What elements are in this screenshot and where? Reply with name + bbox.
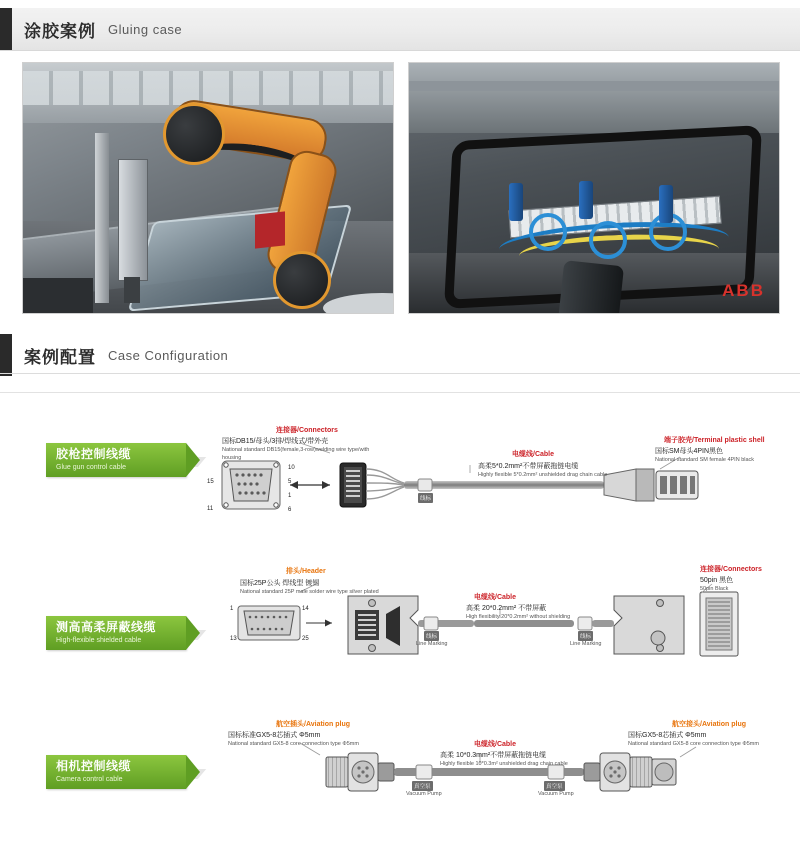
section-title-en-2: Case Configuration	[108, 347, 229, 363]
label-connector-title-2: 连接器/Connectors	[700, 566, 762, 573]
label-cable-spec-2: 高柔 20*0.2mm² 不带屏蔽 High flexibility 20*0.2mm² without shielding	[466, 605, 571, 620]
label-vacuum-pump-1-en: Vacuum Pump	[406, 791, 442, 797]
diagram-row-glue-gun	[0, 413, 800, 543]
header-accent-bar	[0, 8, 12, 50]
diagram-row-shielded-cable	[0, 558, 800, 688]
tag-label-cn: 相机控制线缆	[56, 759, 132, 773]
label-connector-spec-2: 50pin 黑色 50pin Black	[700, 577, 734, 592]
pin-number-6: 6	[288, 507, 292, 513]
label-cable-spec-3: 高柔 10*0.3mm²不带屏蔽拖链电缆 Highly flexible 10*0.3m² unshielded drag chain cable	[440, 752, 568, 767]
label-aviation-title-right: 航空接头/Aviation plug	[672, 721, 747, 728]
section-header-gluing-case	[0, 8, 800, 51]
diagram-row-camera-cable	[0, 713, 800, 833]
shielded-cable-schematic	[0, 558, 800, 698]
pin-number-14b: 14	[302, 606, 309, 612]
label-vacuum-pump-2-cn: 真空泵	[544, 781, 565, 791]
label-vacuum-pump-1-cn: 真空泵	[412, 781, 433, 791]
section-header-case-configuration	[0, 334, 800, 376]
label-cable-title-3: 电缆线/Cable	[474, 741, 517, 748]
label-cable-title: 电缆线/Cable	[512, 451, 555, 458]
case-configuration-diagram	[0, 392, 800, 848]
abb-logo-text: ABB	[722, 281, 765, 300]
section-title-cn-2: 案例配置	[24, 347, 96, 367]
camera-cable-schematic	[0, 713, 800, 833]
pin-number-1: 1	[288, 493, 292, 499]
label-aviation-title-left: 航空插头/Aviation plug	[276, 721, 351, 728]
glue-gun-schematic	[0, 413, 800, 543]
label-cable-title-2: 电缆线/Cable	[474, 594, 517, 601]
pin-number-10: 10	[288, 465, 295, 471]
tag-label-en: High-flexible shielded cable	[56, 637, 142, 644]
pin-number-11: 11	[207, 506, 214, 512]
header-accent-bar-2	[0, 334, 12, 376]
label-wire-marking: 线标	[418, 493, 433, 503]
label-connector-title: 连接器/Connectors	[276, 427, 338, 434]
tag-label-cn: 胶枪控制线缆	[56, 447, 132, 461]
section-title-en: Gluing case	[108, 21, 183, 37]
tag-label-en: Camera control cable	[56, 776, 123, 783]
robot-arm-gluing-photo	[22, 62, 394, 314]
label-line-marking-2-en: Line Marking	[570, 641, 602, 647]
label-header-title: 排头/Header	[286, 568, 326, 575]
tag-label-cn: 测高高柔屏蔽线缆	[56, 620, 157, 634]
label-aviation-spec-left: 国标标准GX5-8芯插式 Φ5mm National standard GX5-8 core connection type Φ5mm	[228, 732, 359, 747]
label-line-marking-1-cn: 线标	[424, 631, 439, 641]
tag-label-en: Glue gun control cable	[56, 464, 127, 471]
pin-number-25b: 25	[302, 636, 309, 642]
label-line-marking-2-cn: 线标	[578, 631, 593, 641]
overhead-harness-photo	[408, 62, 780, 314]
label-header-spec: 国标25P公头 焊线型 镀锡 National standard 25P male solder wire type silver plated	[240, 580, 379, 595]
pin-number-5: 5	[288, 479, 292, 485]
pin-number-13b: 13	[230, 636, 237, 642]
label-cable-spec: 高柔5*0.2mm²不带屏蔽拖链电缆 Highly flexible 5*0.2mm² unshielded drag chain cable	[478, 463, 608, 478]
pin-number-15: 15	[207, 479, 214, 485]
section-title-cn: 涂胶案例	[24, 21, 96, 41]
label-connector-spec: 国标DB15/母头/3排/焊线式/带外壳 National standard DB15(female,3-row)welding wire type/with housing	[222, 438, 370, 461]
label-aviation-spec-right: 国标GX5-8芯插式 Φ5mm National standard GX5-8 core connection type Φ5mm	[628, 732, 759, 747]
pin-number-1b: 1	[230, 606, 234, 612]
label-shell-spec: 国标SM母头4PIN黑色 National standard SM female 4PIN black	[655, 448, 755, 463]
label-line-marking-1-en: Line Marking	[416, 641, 448, 647]
label-vacuum-pump-2-en: Vacuum Pump	[538, 791, 574, 797]
label-shell-title: 端子胶壳/Terminal plastic shell	[664, 437, 765, 444]
